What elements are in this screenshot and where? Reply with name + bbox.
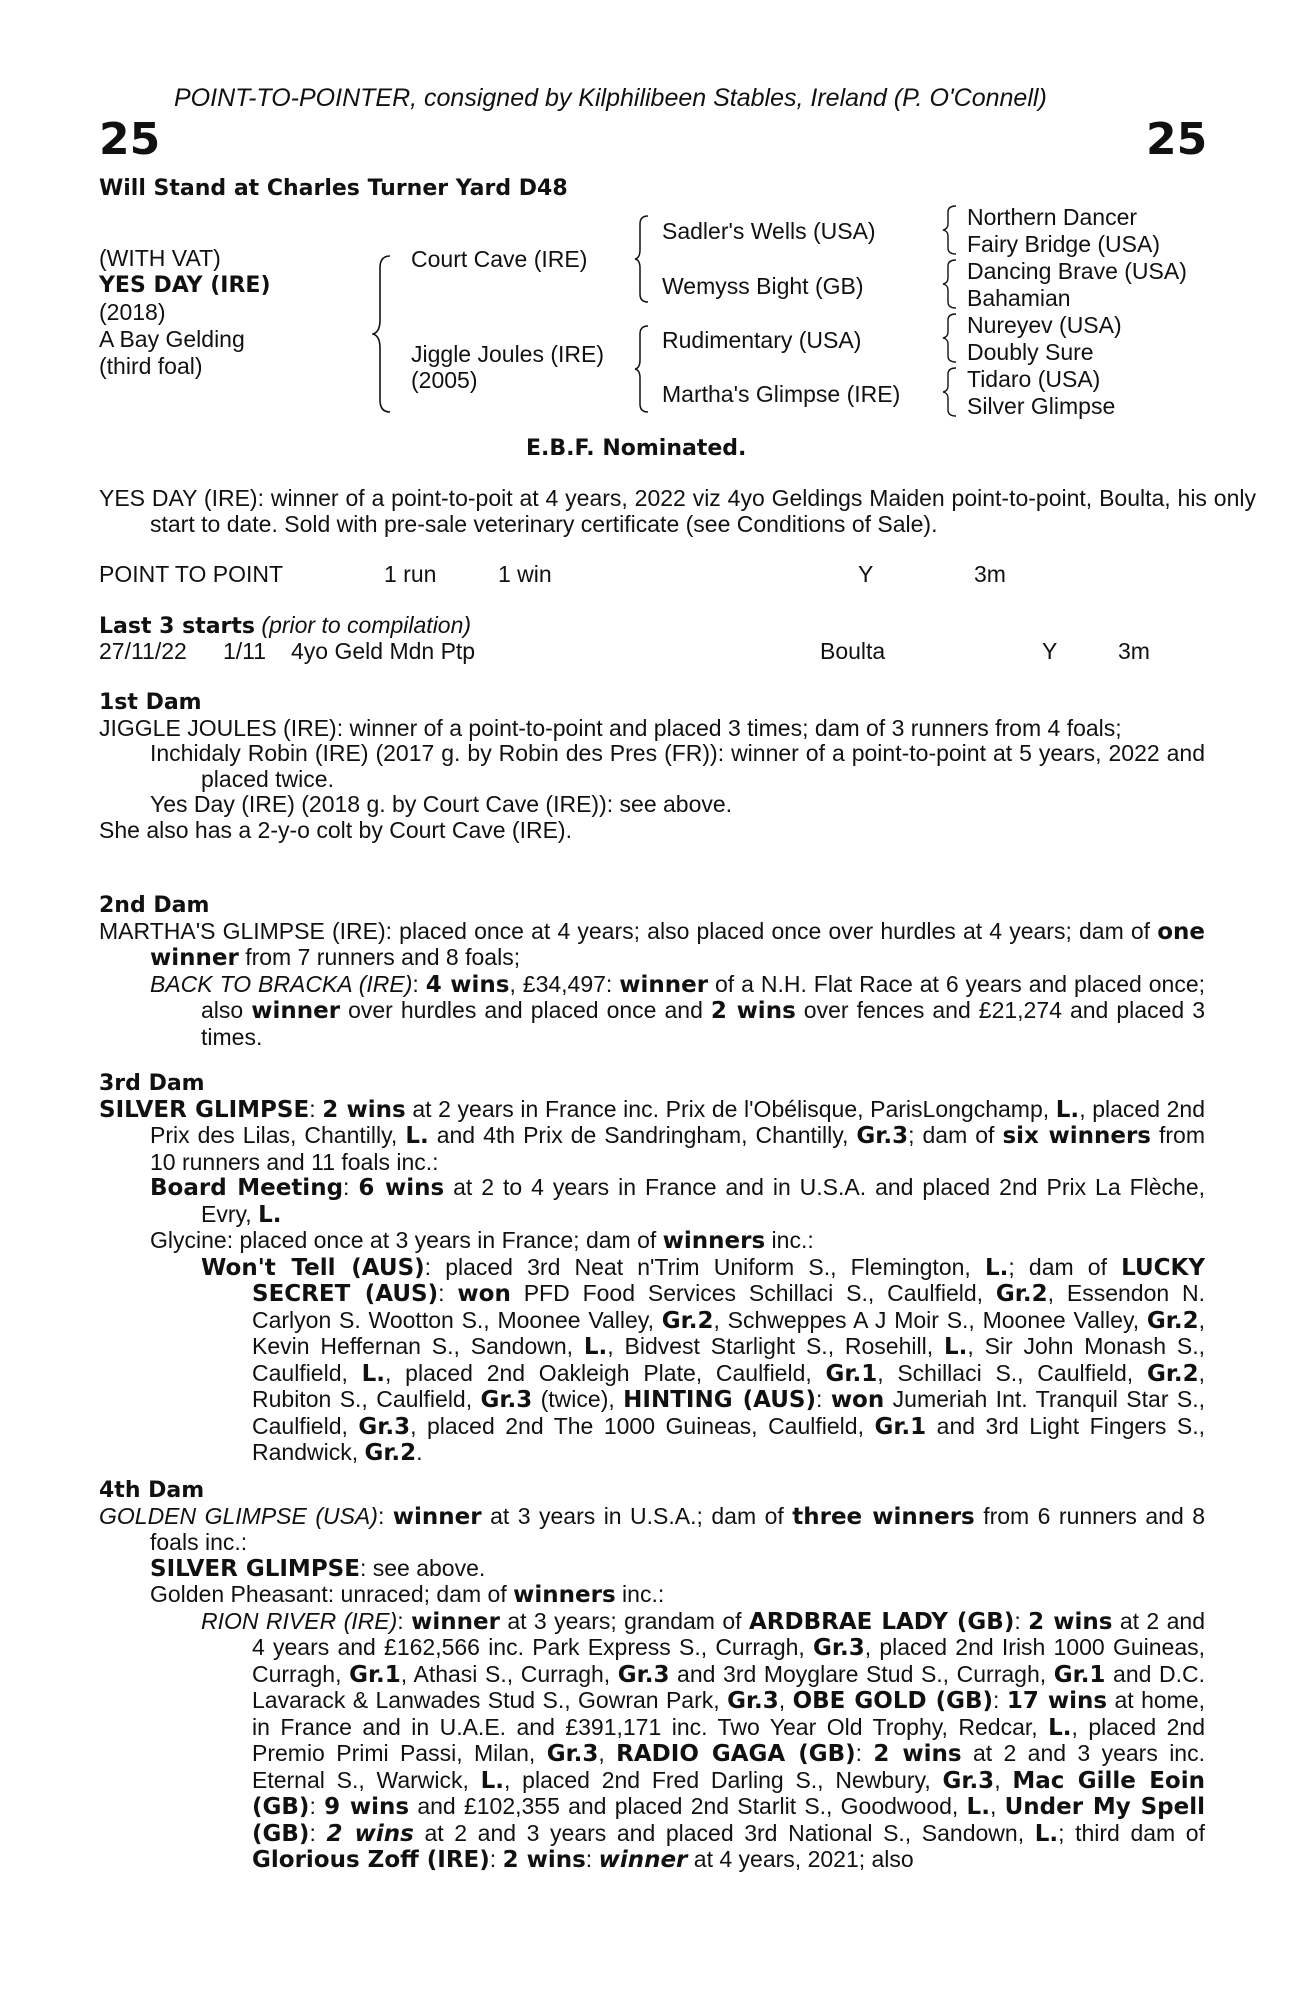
start-date: 27/11/22 [99,638,187,664]
pedigree-g8: Silver Glimpse [967,393,1116,419]
third-dam-descendant: Won't Tell (AUS): placed 3rd Neat n'Trim Uniform S., Flemington, L.; dam of LUCKY SECRET (AUS): won PFD Food Services Schillaci S., Caulfield, Gr.2, Essendon N. Carlyon S. Wootton S., Moonee Valley, Gr.2, Schweppes A J Moir S., Moonee Valley, Gr.2, Kevin Heffernan S., Sandown, L., Bidvest Starlight S., Rosehill, L., Sir John Monash S., Caulfield, L., placed 2nd Oakleigh Plate, Caulfield, Gr.1, Schillaci S., Caulfield, Gr.2, Rubiton S., Caulfield, Gr.3 (twice), HINTING (AUS): won Jumeriah Int. Tranquil Star S., Caulfield, Gr.3, placed 2nd The 1000 Guineas, Caulfield, Gr.1 and 3rd Light Fingers S., Randwick, Gr.2. [201,1253,1206,1466]
foaling-year: (2018) [99,299,166,325]
fourth-dam-progeny: Golden Pheasant: unraced; dam of winners inc.: [150,1581,665,1608]
record-runs: 1 run [384,561,437,587]
horse-name: YES DAY (IRE) [99,273,271,298]
first-dam-progeny: Inchidaly Robin (IRE) (2017 g. by Robin des Pres (FR)): winner of a point-to-point at 5 years, 2022 and placed twice. [150,740,1205,792]
record-going: Y [858,561,874,587]
second-dam-line: MARTHA'S GLIMPSE (IRE): placed once at 4 years; also placed once over hurdles at 4 years; dam of one winner from 7 runners and 8 foals; [99,917,1205,971]
third-dam-progeny: Board Meeting: 6 wins at 2 to 4 years in France and in U.S.A. and placed 2nd Prix La Flèche, Evry, L. [150,1174,1206,1228]
pedigree-dam-sire: Rudimentary (USA) [662,327,862,353]
pedigree-sire: Court Cave (IRE) [411,246,588,272]
lot-number-left: 25 [99,114,161,165]
pedigree-g4: Bahamian [967,285,1071,311]
stand-location: Will Stand at Charles Turner Yard D48 [99,176,568,201]
second-dam-heading: 2nd Dam [99,893,210,918]
record-distance: 3m [974,561,1006,587]
racing-summary: YES DAY (IRE): winner of a point-to-poit at 4 years, 2022 viz 4yo Geldings Maiden point-to-point, Boulta, his only start to date. Sold with pre-sale veterinary certificate (see Conditions of Sale). [99,485,1256,537]
third-dam-section [99,1071,1205,1467]
pedigree-g6: Doubly Sure [967,339,1094,365]
third-dam-line: SILVER GLIMPSE: 2 wins at 2 years in France inc. Prix de l'Obélisque, ParisLongchamp, L., placed 2nd Prix des Lilas, Chantilly, L. and 4th Prix de Sandringham, Chantilly, Gr.3; dam of six winners from 10 runners and 11 foals inc.: [99,1095,1205,1175]
vat-label: (WITH VAT) [99,245,221,271]
pedigree-g1: Northern Dancer [967,204,1138,230]
first-dam-heading: 1st Dam [99,690,202,715]
first-dam-progeny: Yes Day (IRE) (2018 g. by Court Cave (IRE)): see above. [150,791,733,817]
last-starts-heading-row [99,613,471,640]
pedigree-brace-g2 [942,258,958,310]
foal-number: (third foal) [99,353,203,379]
record-type: POINT TO POINT [99,561,284,587]
first-dam-note: She also has a 2-y-o colt by Court Cave (IRE). [99,816,572,843]
consignment-line: POINT-TO-POINTER, consigned by Kilphilibeen Stables, Ireland (P. O'Connell) [174,84,1047,112]
pedigree-brace-g3 [942,312,958,364]
pedigree-brace-g4 [942,366,958,418]
third-dam-heading: 3rd Dam [99,1071,205,1096]
horse-identity [99,245,271,380]
first-dam-line: JIGGLE JOULES (IRE): winner of a point-to-point and placed 3 times; dam of 3 runners from 4 foals; [99,714,1122,741]
horse-description: A Bay Gelding [99,326,245,352]
pedigree-g2: Fairy Bridge (USA) [967,231,1160,257]
ebf-nominated: E.B.F. Nominated. [526,436,747,461]
pedigree-sire-dam: Wemyss Bight (GB) [662,273,864,299]
pedigree-dam-dam: Martha's Glimpse (IRE) [662,381,901,407]
start-race: 4yo Geld Mdn Ptp [291,638,476,664]
pedigree-brace-main [372,254,394,414]
pedigree-g5: Nureyev (USA) [967,312,1122,338]
last-starts-heading: Last 3 starts [99,614,256,639]
second-dam-section [99,893,1205,1050]
start-position: 1/11 [223,638,267,664]
fourth-dam-heading: 4th Dam [99,1478,205,1503]
pedigree-dam: Jiggle Joules (IRE) [411,341,605,367]
record-wins: 1 win [498,561,552,587]
second-dam-progeny: BACK TO BRACKA (IRE): 4 wins, £34,497: winner of a N.H. Flat Race at 6 years and placed once; also winner over hurdles and placed once and 2 wins over fences and £21,274 and placed 3 times. [150,970,1206,1050]
fourth-dam-line: GOLDEN GLIMPSE (USA): winner at 3 years in U.S.A.; dam of three winners from 6 runners and 8 foals inc.: [99,1502,1206,1555]
start-distance: 3m [1118,638,1150,664]
fourth-dam-descendant: RION RIVER (IRE): winner at 3 years; grandam of ARDBRAE LADY (GB): 2 wins at 2 and 4 years and £162,566 inc. Park Express S., Curragh, Gr.3, placed 2nd Irish 1000 Guineas, Curragh, Gr.1, Athasi S., Curragh, Gr.3 and 3rd Moyglare Stud S., Curragh, Gr.1 and D.C. Lavarack & Lanwades Stud S., Gowran Park, Gr.3, OBE GOLD (GB): 17 wins at home, in France and in U.A.E. and £391,171 inc. Two Year Old Trophy, Redcar, L., placed 2nd Premio Primi Passi, Milan, Gr.3, RADIO GAGA (GB): 2 wins at 2 and 3 years inc. Eternal S., Warwick, L., placed 2nd Fred Darling S., Newbury, Gr.3, Mac Gille Eoin (GB): 9 wins and £102,355 and placed 2nd Starlit S., Goodwood, L., Under My Spell (GB): 2 wins at 2 and 3 years and placed 3rd National S., Sandown, L.; third dam of Glorious Zoff (IRE): 2 wins: winner at 4 years, 2021; also [201,1607,1206,1873]
pedigree-brace-sire [634,214,650,304]
pedigree-brace-dam [634,324,650,414]
pedigree-brace-g1 [942,204,958,256]
start-course: Boulta [820,638,886,664]
pedigree-g3: Dancing Brave (USA) [967,258,1187,284]
start-going: Y [1042,638,1058,664]
pedigree-g7: Tidaro (USA) [967,366,1101,392]
pedigree-sire-sire: Sadler's Wells (USA) [662,218,876,244]
last-starts-note: (prior to compilation) [261,612,472,638]
fourth-dam-progeny: SILVER GLIMPSE: see above. [150,1554,486,1582]
first-dam-section [99,690,1205,843]
lot-number-right: 25 [1146,114,1208,165]
fourth-dam-section [99,1478,1205,1874]
third-dam-progeny: Glycine: placed once at 3 years in France; dam of winners inc.: [150,1227,814,1254]
pedigree-dam-year: (2005) [411,367,478,393]
